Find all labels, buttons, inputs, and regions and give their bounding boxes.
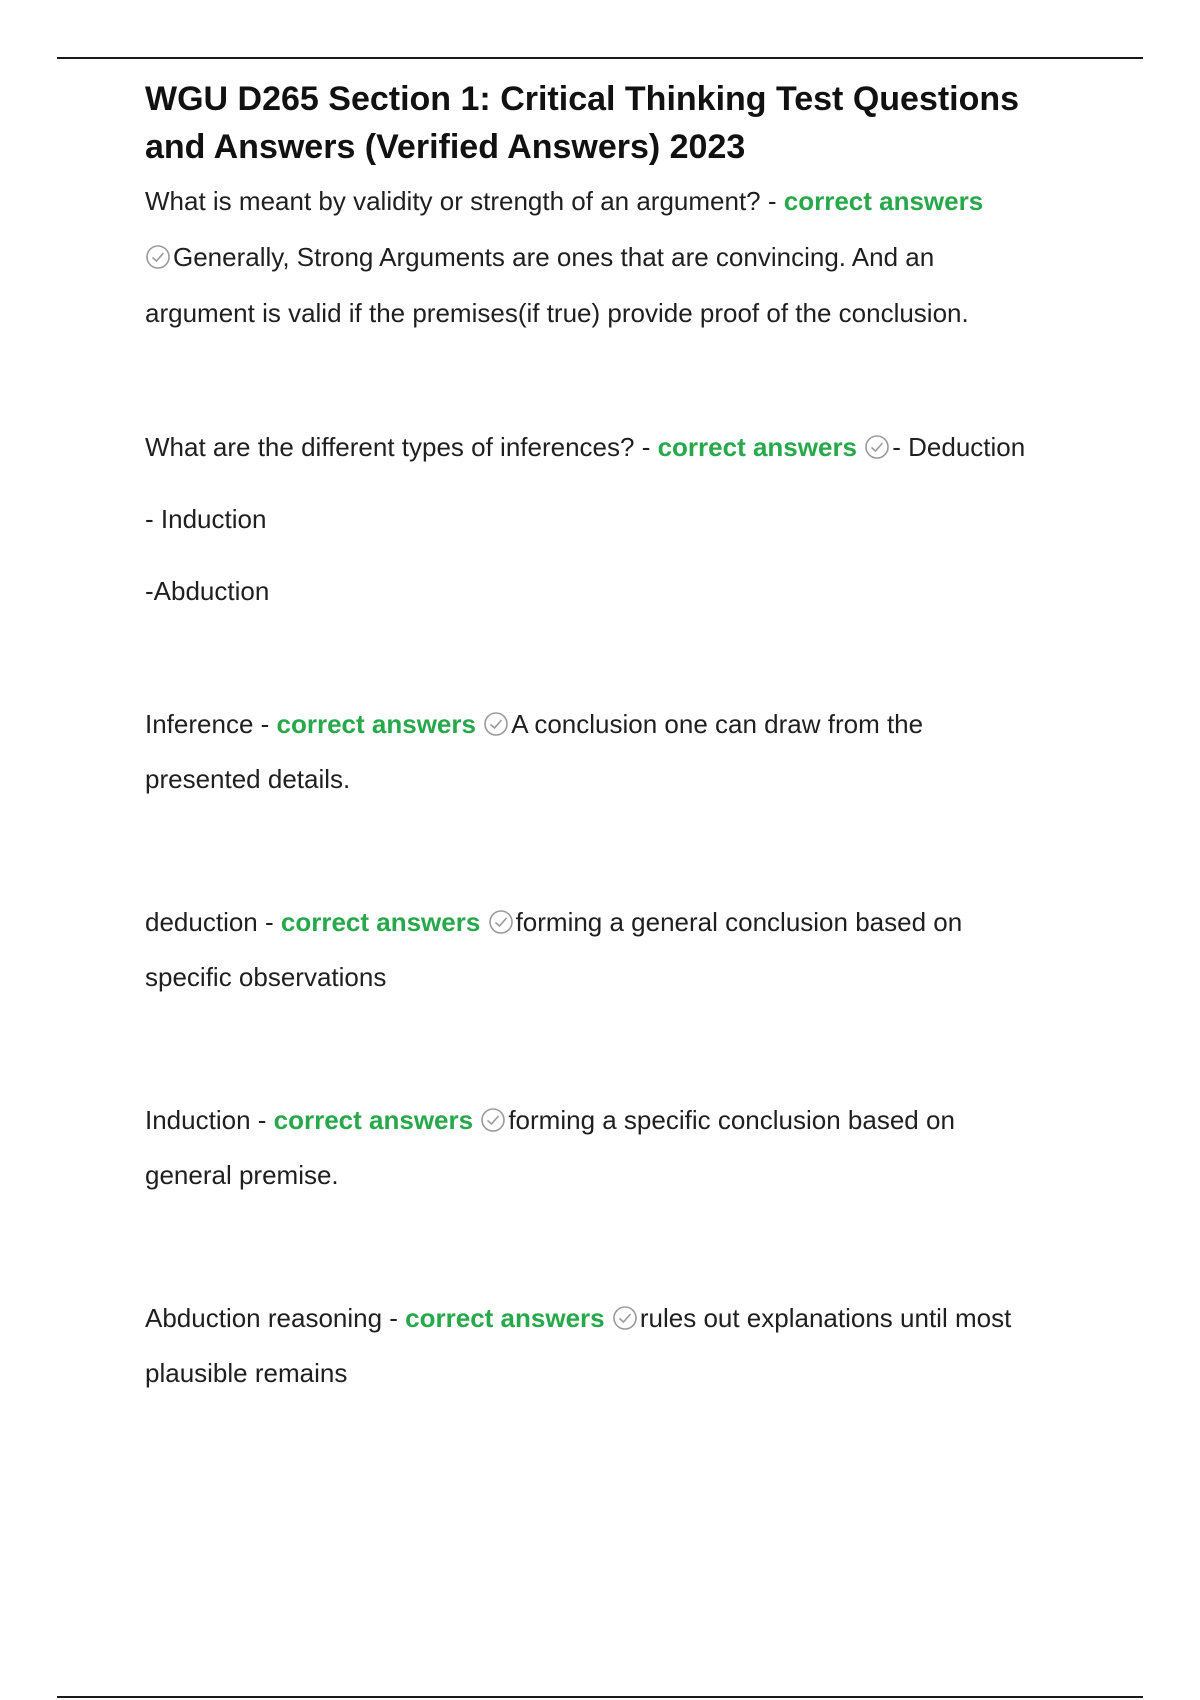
- qa-answer-continued: presented details.: [145, 764, 351, 794]
- qa-separator: -: [760, 186, 784, 216]
- spacer: [145, 1005, 1085, 1093]
- spacer: [145, 807, 1085, 895]
- qa-term: Abduction reasoning: [145, 1303, 383, 1333]
- correct-answers-label: correct answers: [276, 709, 476, 739]
- qa-answer-text: A conclusion one can draw from the: [511, 709, 924, 739]
- correct-answers-label: correct answers: [657, 432, 858, 462]
- check-circle-icon: [480, 1107, 506, 1133]
- qa-item-validity: [145, 173, 1085, 341]
- qa-question-line: [145, 697, 1085, 752]
- qa-answer-list-item: - Induction: [145, 504, 267, 534]
- qa-item-deduction: [145, 895, 1085, 1005]
- qa-item-inference-types: [145, 411, 1085, 627]
- qa-answer-text: forming a general conclusion based on: [515, 907, 963, 937]
- correct-answers-label: correct answers: [280, 907, 481, 937]
- correct-answers-label: correct answers: [273, 1105, 474, 1135]
- qa-answer-text: Generally, Strong Arguments are ones that are convincing. And an: [173, 242, 935, 272]
- check-circle-icon: [612, 1305, 638, 1331]
- qa-answer-continued: plausible remains: [145, 1358, 348, 1388]
- qa-answer-line: [145, 229, 1085, 285]
- qa-separator: -: [253, 709, 277, 739]
- top-rule: [57, 57, 1143, 59]
- spacer: [145, 1203, 1085, 1291]
- qa-item-inference: [145, 697, 1085, 807]
- bottom-rule: [57, 1696, 1143, 1698]
- qa-answer-continued: specific observations: [145, 962, 387, 992]
- qa-answer-continued: argument is valid if the premises(if true) provide proof of the conclusion.: [145, 298, 969, 328]
- check-circle-icon: [483, 711, 509, 737]
- qa-term: Induction: [145, 1105, 251, 1135]
- qa-question-line: [145, 173, 1085, 229]
- document-body: [145, 75, 1085, 1401]
- spacer: [145, 627, 1085, 697]
- qa-question-line: [145, 411, 1085, 483]
- spacer: [145, 341, 1085, 411]
- check-circle-icon: [145, 244, 171, 270]
- qa-question-line: [145, 895, 1085, 950]
- qa-separator: -: [257, 907, 281, 937]
- title-line-1: WGU D265 Section 1: Critical Thinking Test Questions: [145, 80, 1020, 118]
- title-line-2: and Answers (Verified Answers) 2023: [145, 128, 746, 166]
- document-title: [145, 75, 1085, 171]
- qa-question-line: [145, 1093, 1085, 1148]
- qa-term: What are the different types of inferences?: [145, 432, 635, 462]
- qa-question-line: [145, 1291, 1085, 1346]
- qa-answer-text: forming a specific conclusion based on: [508, 1105, 955, 1135]
- qa-term: Inference: [145, 709, 254, 739]
- correct-answers-label: correct answers: [405, 1303, 605, 1333]
- qa-answer-continued: general premise.: [145, 1160, 339, 1190]
- qa-separator: -: [634, 432, 658, 462]
- qa-term: deduction: [145, 907, 258, 937]
- qa-separator: -: [250, 1105, 274, 1135]
- qa-separator: -: [382, 1303, 406, 1333]
- check-circle-icon: [864, 434, 890, 460]
- qa-item-abduction: [145, 1291, 1085, 1401]
- qa-answer-text: - Deduction: [892, 432, 1026, 462]
- check-circle-icon: [488, 909, 514, 935]
- correct-answers-label: correct answers: [783, 186, 984, 216]
- qa-term: What is meant by validity or strength of an argument?: [145, 186, 761, 216]
- qa-answer-list-item: -Abduction: [145, 576, 270, 606]
- qa-answer-text: rules out explanations until most: [639, 1303, 1012, 1333]
- qa-item-induction: [145, 1093, 1085, 1203]
